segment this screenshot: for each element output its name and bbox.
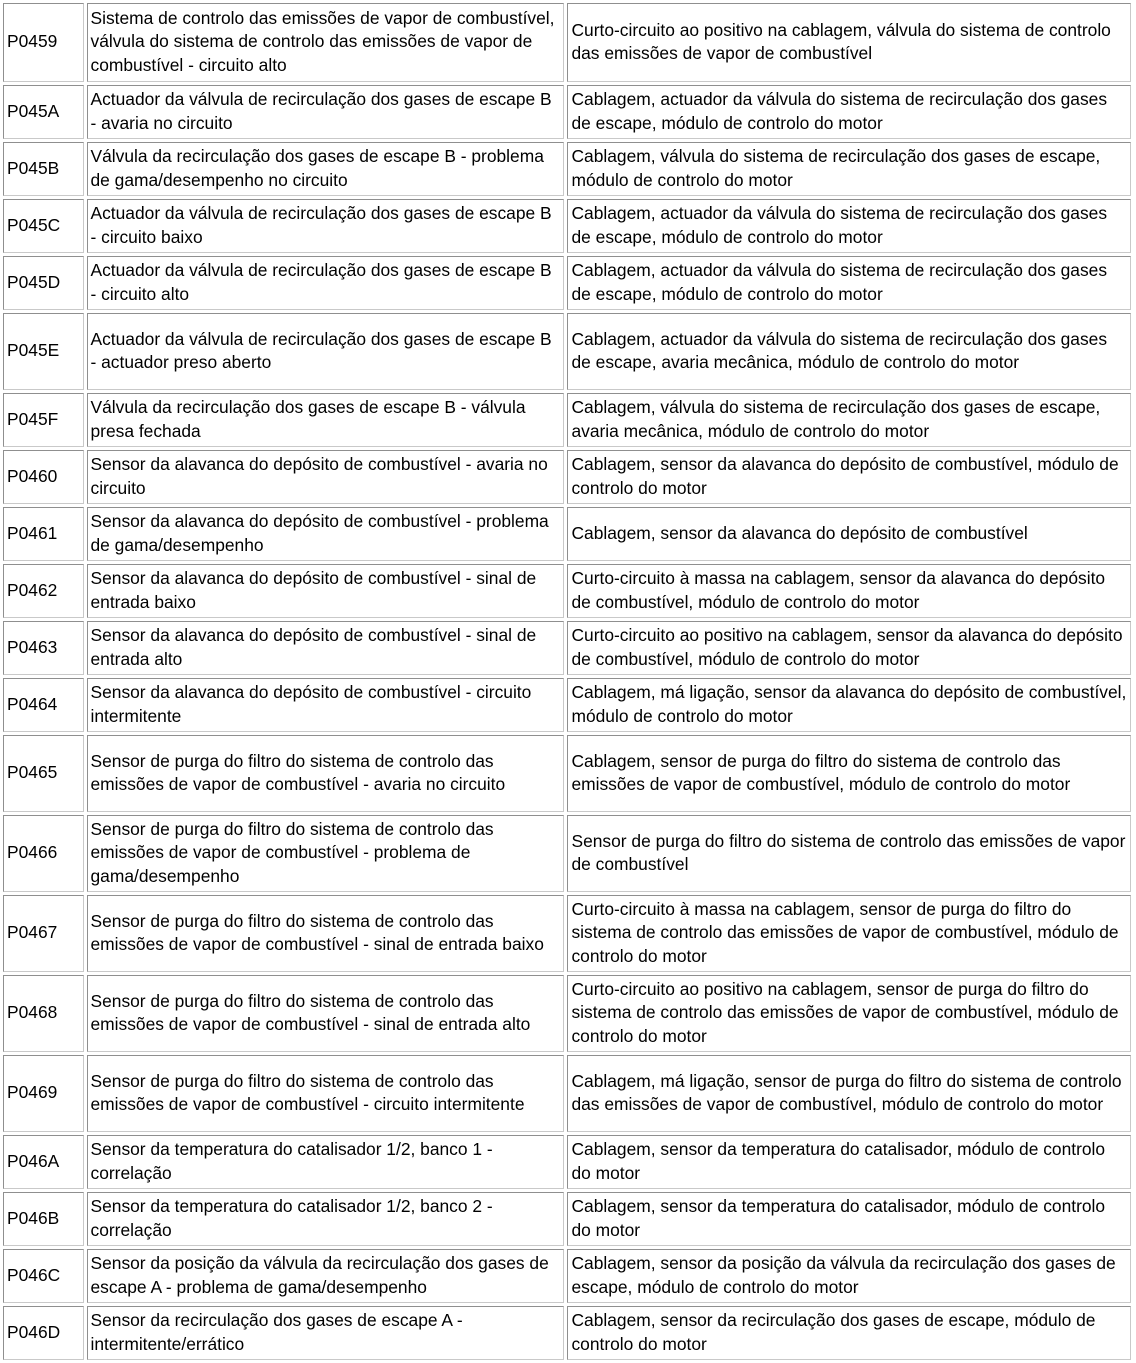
probable-cause: Cablagem, válvula do sistema de recirculação dos gases de escape, módulo de controlo do motor — [567, 142, 1131, 196]
table-row — [3, 256, 1131, 310]
table-row — [3, 1249, 1131, 1303]
probable-cause: Cablagem, actuador da válvula do sistema de recirculação dos gases de escape, avaria mecânica, módulo de controlo do motor — [567, 313, 1131, 390]
fault-description: Válvula da recirculação dos gases de escape B - problema de gama/desempenho no circuito — [87, 142, 565, 196]
fault-description: Sensor da posição da válvula da recirculação dos gases de escape A - problema de gama/desempenho — [87, 1249, 565, 1303]
fault-code: P0464 — [3, 678, 84, 732]
table-row — [3, 199, 1131, 253]
fault-code: P045F — [3, 393, 84, 447]
table-row — [3, 678, 1131, 732]
probable-cause: Cablagem, má ligação, sensor da alavanca do depósito de combustível, módulo de controlo do motor — [567, 678, 1131, 732]
table-row — [3, 393, 1131, 447]
fault-description: Sensor da temperatura do catalisador 1/2, banco 2 - correlação — [87, 1192, 565, 1246]
fault-description: Válvula da recirculação dos gases de escape B - válvula presa fechada — [87, 393, 565, 447]
table-row — [3, 735, 1131, 812]
fault-description: Sensor da alavanca do depósito de combustível - problema de gama/desempenho — [87, 507, 565, 561]
fault-code: P0468 — [3, 975, 84, 1052]
table-row — [3, 621, 1131, 675]
probable-cause: Sensor de purga do filtro do sistema de controlo das emissões de vapor de combustível — [567, 815, 1131, 892]
fault-description: Sensor da recirculação dos gases de escape A - intermitente/errático — [87, 1306, 565, 1360]
fault-description: Sensor da alavanca do depósito de combustível - avaria no circuito — [87, 450, 565, 504]
table-row — [3, 895, 1131, 972]
probable-cause: Cablagem, sensor da temperatura do catalisador, módulo de controlo do motor — [567, 1135, 1131, 1189]
probable-cause: Cablagem, sensor da recirculação dos gases de escape, módulo de controlo do motor — [567, 1306, 1131, 1360]
table-row — [3, 815, 1131, 892]
fault-code: P046D — [3, 1306, 84, 1360]
table-row — [3, 313, 1131, 390]
table-row — [3, 142, 1131, 196]
table-row — [3, 1192, 1131, 1246]
probable-cause: Cablagem, actuador da válvula do sistema de recirculação dos gases de escape, módulo de controlo do motor — [567, 85, 1131, 139]
fault-description: Sensor da alavanca do depósito de combustível - circuito intermitente — [87, 678, 565, 732]
fault-description: Sensor de purga do filtro do sistema de controlo das emissões de vapor de combustível - circuito intermitente — [87, 1055, 565, 1132]
probable-cause: Cablagem, actuador da válvula do sistema de recirculação dos gases de escape, módulo de controlo do motor — [567, 199, 1131, 253]
fault-description: Sensor da temperatura do catalisador 1/2, banco 1 - correlação — [87, 1135, 565, 1189]
table-row — [3, 1306, 1131, 1360]
fault-code: P0465 — [3, 735, 84, 812]
fault-code: P0467 — [3, 895, 84, 972]
probable-cause: Curto-circuito à massa na cablagem, sensor de purga do filtro do sistema de controlo das emissões de vapor de combustível, módulo de controlo do motor — [567, 895, 1131, 972]
fault-description: Sensor de purga do filtro do sistema de controlo das emissões de vapor de combustível - sinal de entrada alto — [87, 975, 565, 1052]
table-row — [3, 3, 1131, 82]
table-row — [3, 450, 1131, 504]
fault-code: P0460 — [3, 450, 84, 504]
fault-description: Sensor da alavanca do depósito de combustível - sinal de entrada baixo — [87, 564, 565, 618]
probable-cause: Curto-circuito ao positivo na cablagem, sensor da alavanca do depósito de combustível, módulo de controlo do motor — [567, 621, 1131, 675]
probable-cause: Cablagem, sensor da alavanca do depósito de combustível, módulo de controlo do motor — [567, 450, 1131, 504]
table-row — [3, 85, 1131, 139]
fault-description: Sensor de purga do filtro do sistema de controlo das emissões de vapor de combustível - avaria no circuito — [87, 735, 565, 812]
fault-code: P0462 — [3, 564, 84, 618]
fault-code: P046B — [3, 1192, 84, 1246]
table-row — [3, 1135, 1131, 1189]
probable-cause: Cablagem, sensor da alavanca do depósito de combustível — [567, 507, 1131, 561]
probable-cause: Curto-circuito ao positivo na cablagem, válvula do sistema de controlo das emissões de vapor de combustível — [567, 3, 1131, 82]
fault-description: Actuador da válvula de recirculação dos gases de escape B - circuito alto — [87, 256, 565, 310]
probable-cause: Cablagem, actuador da válvula do sistema de recirculação dos gases de escape, módulo de controlo do motor — [567, 256, 1131, 310]
fault-code: P0463 — [3, 621, 84, 675]
probable-cause: Curto-circuito ao positivo na cablagem, sensor de purga do filtro do sistema de controlo das emissões de vapor de combustível, módulo de controlo do motor — [567, 975, 1131, 1052]
fault-code: P045E — [3, 313, 84, 390]
probable-cause: Cablagem, má ligação, sensor de purga do filtro do sistema de controlo das emissões de vapor de combustível, módulo de controlo do motor — [567, 1055, 1131, 1132]
fault-code: P045A — [3, 85, 84, 139]
fault-code: P045B — [3, 142, 84, 196]
fault-description: Actuador da válvula de recirculação dos gases de escape B - circuito baixo — [87, 199, 565, 253]
fault-description: Sensor de purga do filtro do sistema de controlo das emissões de vapor de combustível - sinal de entrada baixo — [87, 895, 565, 972]
table-row — [3, 975, 1131, 1052]
table-row — [3, 1055, 1131, 1132]
table-row — [3, 507, 1131, 561]
probable-cause: Cablagem, sensor da posição da válvula da recirculação dos gases de escape, módulo de controlo do motor — [567, 1249, 1131, 1303]
probable-cause: Curto-circuito à massa na cablagem, sensor da alavanca do depósito de combustível, módulo de controlo do motor — [567, 564, 1131, 618]
fault-code: P0461 — [3, 507, 84, 561]
fault-description: Sensor da alavanca do depósito de combustível - sinal de entrada alto — [87, 621, 565, 675]
probable-cause: Cablagem, válvula do sistema de recirculação dos gases de escape, avaria mecânica, módulo de controlo do motor — [567, 393, 1131, 447]
fault-description: Sistema de controlo das emissões de vapor de combustível, válvula do sistema de controlo das emissões de vapor de combustível - circuito alto — [87, 3, 565, 82]
fault-description: Sensor de purga do filtro do sistema de controlo das emissões de vapor de combustível - problema de gama/desempenho — [87, 815, 565, 892]
fault-code: P045D — [3, 256, 84, 310]
fault-description: Actuador da válvula de recirculação dos gases de escape B - actuador preso aberto — [87, 313, 565, 390]
table-row — [3, 564, 1131, 618]
fault-code: P0469 — [3, 1055, 84, 1132]
fault-code: P0466 — [3, 815, 84, 892]
fault-code: P045C — [3, 199, 84, 253]
fault-code: P046A — [3, 1135, 84, 1189]
fault-description: Actuador da válvula de recirculação dos gases de escape B - avaria no circuito — [87, 85, 565, 139]
probable-cause: Cablagem, sensor de purga do filtro do sistema de controlo das emissões de vapor de combustível, módulo de controlo do motor — [567, 735, 1131, 812]
fault-code: P0459 — [3, 3, 84, 82]
fault-code: P046C — [3, 1249, 84, 1303]
fault-code-table-body — [3, 3, 1131, 1360]
probable-cause: Cablagem, sensor da temperatura do catalisador, módulo de controlo do motor — [567, 1192, 1131, 1246]
